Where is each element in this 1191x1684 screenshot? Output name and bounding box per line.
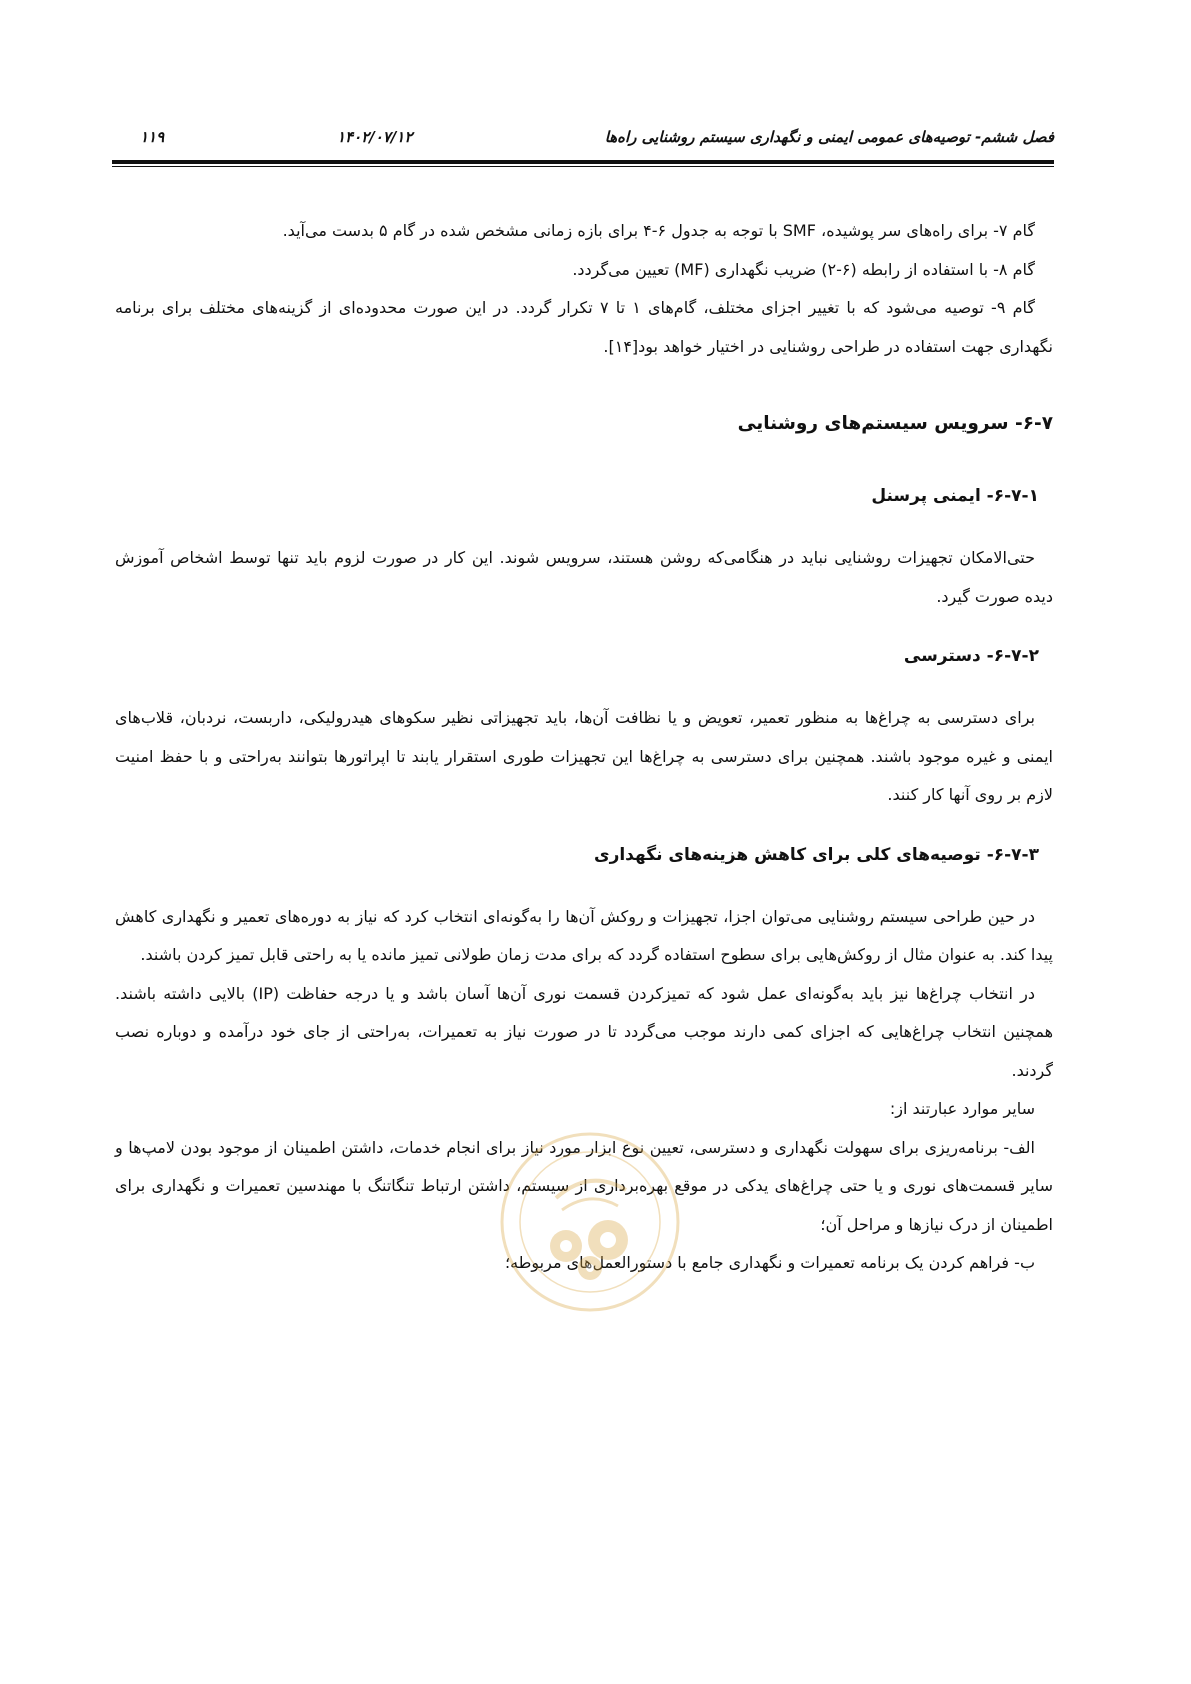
subsection-heading-personnel-safety: ۶-۷-۱- ایمنی پرسنل <box>871 486 1039 506</box>
paragraph-step8: گام ۸- با استفاده از رابطه (۶-۲) ضریب نگهداری (MF) تعیین می‌گردد. <box>572 259 1035 279</box>
paragraph-access: برای دسترسی به چراغ‌ها به منظور تعمیر، تعویض و یا نظافت آن‌ها، باید تجهیزاتی نظیر سکوهای هیدرولیکی، داربست، نردبان، قلاب‌های ایمنی و غیره موجود باشند. همچنین برای دسترسی به چراغ‌ها این تجهیزات طوری استقرار یابند تا اپراتورها بتوانند به‌راحتی و با حفظ امنیت لازم بر روی آنها کار کنند. <box>115 708 1053 804</box>
page-header <box>112 128 1054 156</box>
paragraph-cost-reduction-2: در انتخاب چراغ‌ها نیز باید به‌گونه‌ای عمل شود که تمیزکردن قسمت نوری آن‌ها آسان باشد و یا درجه حفاظت (IP) بالایی داشته باشند. همچنین انتخاب چراغ‌هایی که اجزای کمی دارند موجب می‌گردد تا در صورت نیاز به تعمیرات، به‌راحتی از جای خود درآمده و دوباره نصب گردند. <box>115 983 1053 1080</box>
paragraph-personnel-safety: حتی‌الامکان تجهیزات روشنایی نباید در هنگامی‌که روشن هستند، سرویس شوند. این کار در صورت لزوم باید تنها توسط اشخاص آموزش دیده صورت گیرد. <box>115 548 1053 606</box>
document-body <box>115 212 1053 1283</box>
header-date: ۱۴۰۲/۰۷/۱۲ <box>337 128 413 146</box>
list-item-a: الف- برنامه‌ریزی برای سهولت نگهداری و دسترسی، تعیین نوع ابزار مورد نیاز برای انجام خدمات، داشتن اطمینان از موجود بودن لامپ‌ها و سایر قسمت‌های نوری و یا حتی چراغ‌های یدکی در موقع بهره‌برداری از سیستم، داشتن ارتباط تنگاتنگ با مهندسین تعمیرات و نگهداری برای اطمینان از درک نیازها و مراحل آن؛ <box>115 1137 1053 1234</box>
paragraph-cost-reduction-1: در حین طراحی سیستم روشنایی می‌توان اجزا، تجهیزات و روکش آن‌ها را به‌گونه‌ای انتخاب کرد که نیاز به دوره‌های تعمیر و نگهداری کاهش پیدا کند. به عنوان مثال از روکش‌هایی برای سطوح استفاده گردد که برای مدت زمان طولانی تمیز مانده یا به راحتی قابل تمیز کردن باشند. <box>115 906 1053 964</box>
header-rule-thick <box>112 160 1054 164</box>
header-rule-thin <box>112 166 1054 167</box>
paragraph-step9: گام ۹- توصیه می‌شود که با تغییر اجزای مختلف، گام‌های ۱ تا ۷ تکرار گردد. در این صورت محدوده‌ای از گزینه‌های مختلف برای برنامه نگهداری جهت استفاده در طراحی روشنایی در اختیار خواهد بود[۱۴]. <box>115 298 1053 356</box>
section-heading: ۶-۷- سرویس سیستم‌های روشنایی <box>737 413 1053 434</box>
chapter-title: فصل ششم- توصیه‌های عمومی ایمنی و نگهداری سیستم روشنایی راه‌ها <box>604 128 1054 146</box>
paragraph-step7: گام ۷- برای راه‌های سر پوشیده، SMF با توجه به جدول ۶-۴ برای بازه زمانی مشخص شده در گام ۵ بدست می‌آید. <box>282 221 1035 240</box>
list-item-b: ب- فراهم کردن یک برنامه تعمیرات و نگهداری جامع با دستورالعمل‌های مربوطه؛ <box>505 1253 1035 1272</box>
subsection-heading-access: ۶-۷-۲- دسترسی <box>903 646 1039 666</box>
paragraph-other-items: سایر موارد عبارتند از: <box>889 1099 1035 1118</box>
page-number: ۱۱۹ <box>140 128 165 146</box>
subsection-heading-cost-reduction: ۶-۷-۳- توصیه‌های کلی برای کاهش هزینه‌های نگهداری <box>593 844 1039 865</box>
